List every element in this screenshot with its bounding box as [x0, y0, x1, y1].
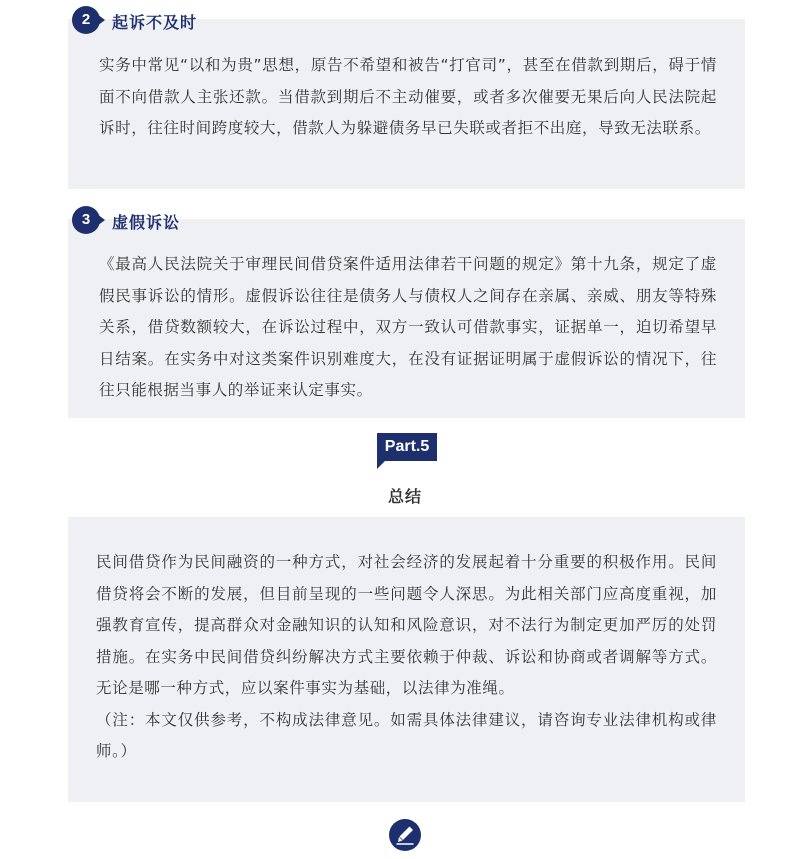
pen-icon [389, 819, 421, 851]
section-2-number-badge: 2 [72, 6, 100, 34]
summary-note: （注：本文仅供参考，不构成法律意见。如需具体法律建议，请咨询专业法律机构或律师。） [96, 710, 717, 760]
section-2-heading: 起诉不及时 [112, 13, 198, 32]
section-3-body: 《最高人民法院关于审理民间借贷案件适用法律若干问题的规定》第十九条，规定了虚假民事诉讼的情形。虚假诉讼往往是债务人与债权人之间存在亲属、亲威、朋友等特殊关系，借贷数额较大，在诉讼过程中，双方一致认可借款事实，证据单一，迫切希望早日结案。在实务中对这类案件识别难度大，在没有证据证明属于虚假诉讼的情况下，往往只能根据当事人的举证来认定事实。 [99, 255, 717, 399]
summary-body: 民间借贷作为民间融资的一种方式，对社会经济的发展起着十分重要的积极作用。民间借贷将会不断的发展，但目前呈现的一些问题令人深思。为此相关部门应高度重视，加强教育宣传，提高群众对金融知识的认知和风险意识，对不法行为制定更加严厉的处罚措施。在实务中民间借贷纠纷解决方式主要依赖于仲裁、诉讼和协商或者调解等方式。无论是哪一种方式，应以案件事实为基础，以法律为准绳。 [96, 553, 717, 697]
summary-card [68, 517, 745, 802]
part-badge: Part.5 [377, 433, 437, 461]
summary-title: 总结 [387, 487, 422, 506]
section-3-card [68, 219, 745, 418]
section-2-badge-pointer [97, 14, 105, 26]
section-3-heading: 虚假诉讼 [112, 213, 181, 232]
section-3-badge-pointer [97, 214, 105, 226]
section-3-number-badge: 3 [72, 206, 100, 234]
part-badge-pointer [377, 460, 386, 469]
section-2-body: 实务中常见“以和为贵”思想，原告不希望和被告“打官司”，甚至在借款到期后，碍于情面不向借款人主张还款。当借款到期后不主动催要，或者多次催要无果后向人民法院起诉时，往往时间跨度较大，借款人为躲避债务早已失联或者拒不出庭，导致无法联系。 [99, 56, 717, 137]
section-2-card [68, 19, 745, 189]
